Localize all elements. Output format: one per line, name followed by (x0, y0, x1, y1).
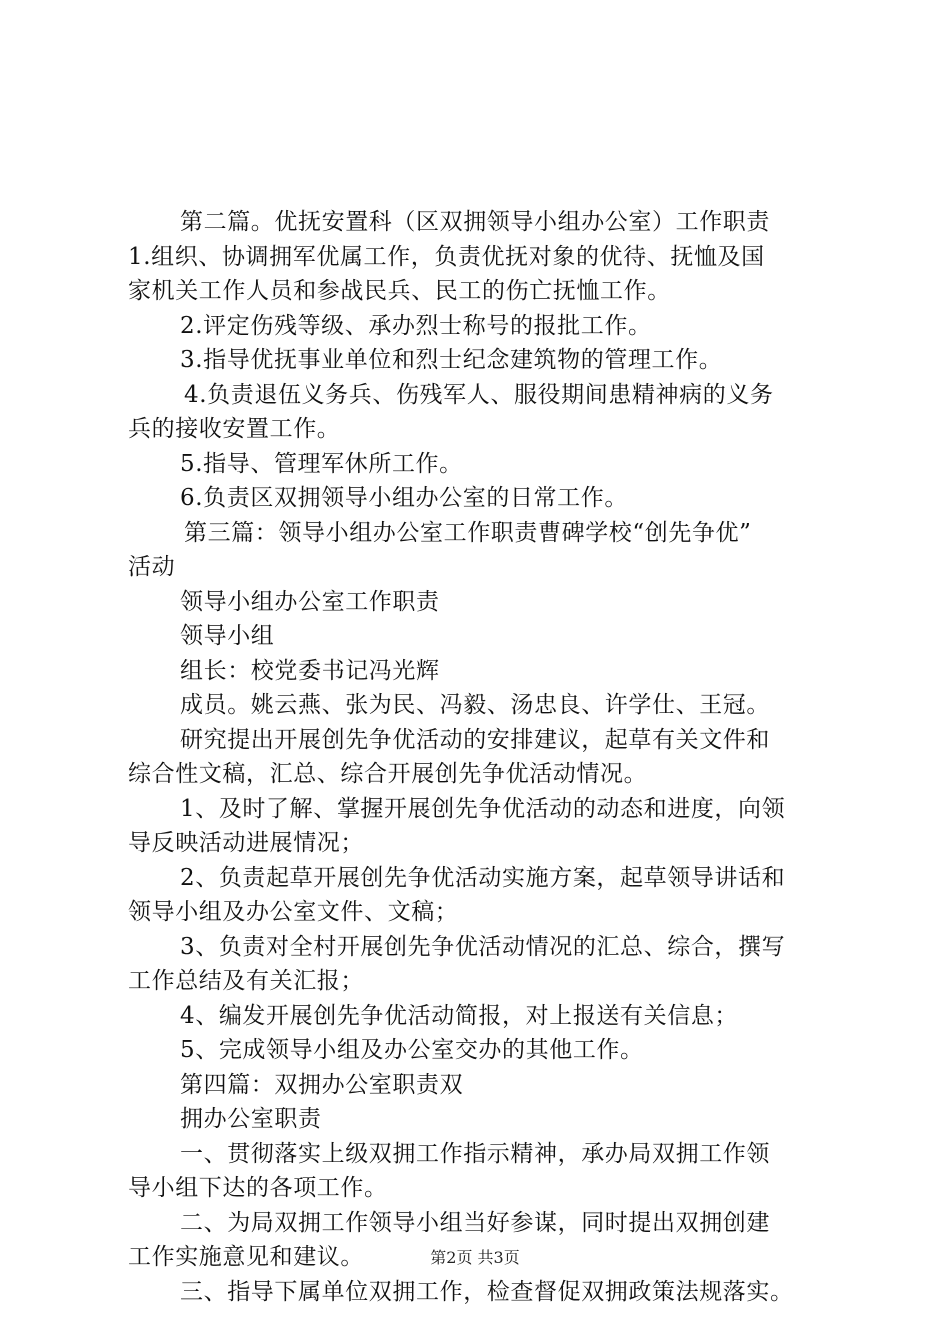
paragraph-line: 导反映活动进展情况； (128, 830, 364, 856)
paragraph-line: 1.组织、协调拥军优属工作，负责优抚对象的优待、抚恤及国 (128, 243, 765, 270)
paragraph-line: 综合性文稿，汇总、综合开展创先争优活动情况。 (128, 761, 648, 787)
paragraph-line: 工作实施意见和建议。 (128, 1244, 364, 1270)
heading-part-four: 第四篇：双拥办公室职责双 (180, 1071, 464, 1098)
paragraph-line: 2、负责起草开展创先争优活动实施方案，起草领导讲话和 (180, 864, 786, 891)
section-title: 拥办公室职责 (180, 1106, 322, 1132)
paragraph-line: 家机关工作人员和参战民兵、民工的伤亡抚恤工作。 (128, 278, 671, 304)
paragraph-line: 1、及时了解、掌握开展创先争优活动的动态和进度，向领 (180, 795, 786, 822)
paragraph-line: 三、指导下属单位双拥工作，检查督促双拥政策法规落实。 (180, 1278, 794, 1305)
paragraph-line: 兵的接收安置工作。 (128, 416, 341, 442)
section-title: 领导小组办公室工作职责 (180, 588, 440, 615)
paragraph-line: 6.负责区双拥领导小组办公室的日常工作。 (180, 485, 628, 511)
paragraph-line: 5、完成领导小组及办公室交办的其他工作。 (180, 1037, 644, 1063)
paragraph-line: 成员。姚云燕、张为民、冯毅、汤忠良、许学仕、王冠。 (180, 692, 770, 718)
heading-part-two: 第二篇。优抚安置科（区双拥领导小组办公室）工作职责 (180, 209, 770, 235)
paragraph-line: 领导小组及办公室文件、文稿； (128, 899, 459, 925)
paragraph-line: 2.评定伤残等级、承办烈士称号的报批工作。 (180, 312, 652, 339)
paragraph-line: 研究提出开展创先争优活动的安排建议，起草有关文件和 (180, 726, 770, 753)
paragraph-line: 4、编发开展创先争优活动简报，对上报送有关信息； (180, 1002, 739, 1029)
section-title: 领导小组 (180, 623, 275, 649)
paragraph-line: 5.指导、管理军休所工作。 (180, 450, 463, 477)
heading-part-three: 第三篇：领导小组办公室工作职责曹碑学校“创先争优” (184, 519, 752, 546)
paragraph-line: 4.负责退伍义务兵、伤残军人、服役期间患精神病的义务 (184, 381, 774, 408)
paragraph-line: 活动 (128, 554, 176, 580)
page-number-footer: 第2页 共3页 (430, 1248, 520, 1267)
paragraph-line: 工作总结及有关汇报； (128, 968, 364, 994)
paragraph-line: 导小组下达的各项工作。 (128, 1175, 388, 1201)
paragraph-line: 二、为局双拥工作领导小组当好参谋，同时提出双拥创建 (180, 1209, 770, 1236)
paragraph-line: 一、贯彻落实上级双拥工作指示精神，承办局双拥工作领 (180, 1140, 770, 1167)
paragraph-line: 组长：校党委书记冯光辉 (180, 657, 440, 684)
document-body (128, 205, 838, 1309)
paragraph-line: 3.指导优抚事业单位和烈士纪念建筑物的管理工作。 (180, 347, 723, 373)
paragraph-line: 3、负责对全村开展创先争优活动情况的汇总、综合，撰写 (180, 933, 786, 960)
